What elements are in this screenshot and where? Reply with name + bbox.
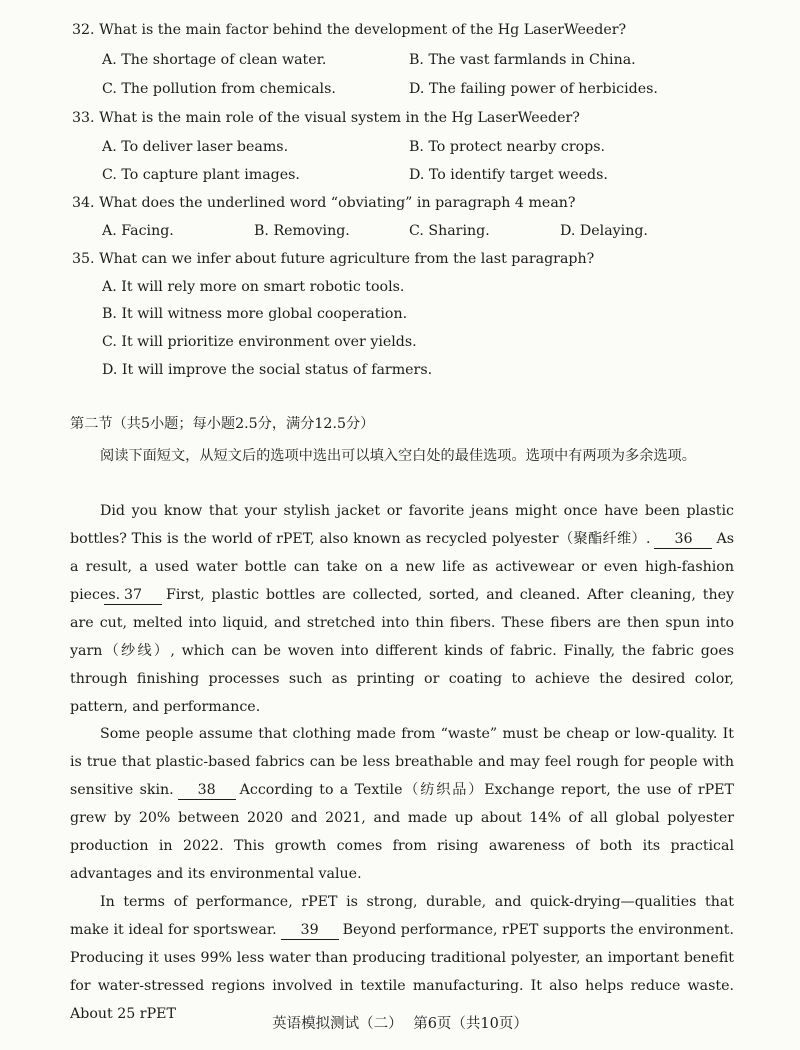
question-32-option-d: D. The failing power of herbicides.: [409, 81, 658, 97]
blank-39[interactable]: 39: [281, 921, 339, 940]
question-33-option-b: B. To protect nearby crops.: [409, 139, 606, 155]
question-33-option-c: C. To capture plant images.: [102, 167, 300, 183]
question-32-stem: 32. What is the main factor behind the development of the Hg LaserWeeder?: [72, 22, 627, 38]
paragraph-1-text-before: Did you know that your stylish jacket or favorite jeans might once have been plastic bottles? This is the world of rPET, also known as recycled polyester（聚酯纤维）.: [70, 503, 734, 547]
question-32-option-c: C. The pollution from chemicals.: [102, 81, 336, 97]
blank-38[interactable]: 38: [178, 781, 236, 800]
section-heading: 第二节（共5小题；每小题2.5分，满分12.5分）: [70, 416, 375, 432]
section-instructions: 阅读下面短文，从短文后的选项中选出可以填入空白处的最佳选项。选项中有两项为多余选项。: [100, 448, 696, 464]
question-34-stem: 34. What does the underlined word “obviating” in paragraph 4 mean?: [72, 195, 576, 211]
question-33-option-d: D. To identify target weeds.: [409, 167, 608, 183]
passage-paragraph-4: [70, 888, 734, 1028]
paragraph-2-text: First, plastic bottles are collected, sorted, and cleaned. After cleaning, they are cut, melted into liquid, and stretched into thin fibers. These fibers are then spun into yarn（纱线）, which can be woven into different kinds of fabric. Finally, the fabric goes through finishing processes such as printing or coating to achieve the desired color, pattern, and performance.: [70, 587, 734, 715]
paragraph-3-text-after: According to a Textile（纺织品）Exchange report, the use of rPET grew by 20% between 2020 and 2021, and made up about 14% of all global polyester production in 2022. This growth comes from rising awareness of both its practical advantages and its environmental value.: [70, 782, 735, 882]
question-34-option-d: D. Delaying.: [560, 223, 648, 239]
question-33-option-a: A. To deliver laser beams.: [102, 139, 289, 155]
blank-36[interactable]: 36: [654, 530, 712, 549]
question-35-option-d: D. It will improve the social status of farmers.: [102, 362, 433, 378]
question-32-option-b: B. The vast farmlands in China.: [409, 52, 636, 68]
passage-paragraph-2: [70, 581, 734, 721]
question-33-stem: 33. What is the main role of the visual system in the Hg LaserWeeder?: [72, 110, 580, 126]
question-34-option-c: C. Sharing.: [409, 223, 490, 239]
paragraph-4-text-after: Beyond performance, rPET supports the environment. Producing it uses 99% less water than producing traditional polyester, an important benefit for water-stressed regions involved in textile manufacturing. It also helps reduce waste. About 25 rPET: [70, 922, 734, 1022]
question-35-option-a: A. It will rely more on smart robotic tools.: [102, 279, 405, 295]
page-footer: 英语模拟测试（二） 第6页（共10页）: [272, 1016, 528, 1032]
paragraph-4-text-before: In terms of performance, rPET is strong, durable, and quick-drying—qualities that make it ideal for sportswear.: [70, 894, 734, 938]
question-35-option-c: C. It will prioritize environment over yields.: [102, 334, 417, 350]
question-34-option-b: B. Removing.: [254, 223, 350, 239]
question-34-option-a: A. Facing.: [102, 223, 174, 239]
question-35-stem: 35. What can we infer about future agriculture from the last paragraph?: [72, 251, 595, 267]
blank-37[interactable]: 37: [104, 586, 162, 605]
passage-paragraph-3: [70, 720, 734, 888]
paragraph-1-text-after: As a result, a used water bottle can take on a new life as activewear or even high-fashion pieces.: [70, 531, 734, 603]
question-35-option-b: B. It will witness more global cooperation.: [102, 306, 408, 322]
question-32-option-a: A. The shortage of clean water.: [102, 52, 327, 68]
paragraph-3-text-before: Some people assume that clothing made from “waste” must be cheap or low-quality. It is true that plastic-based fabrics can be less breathable and may feel rough for people with sensitive skin.: [70, 726, 734, 798]
